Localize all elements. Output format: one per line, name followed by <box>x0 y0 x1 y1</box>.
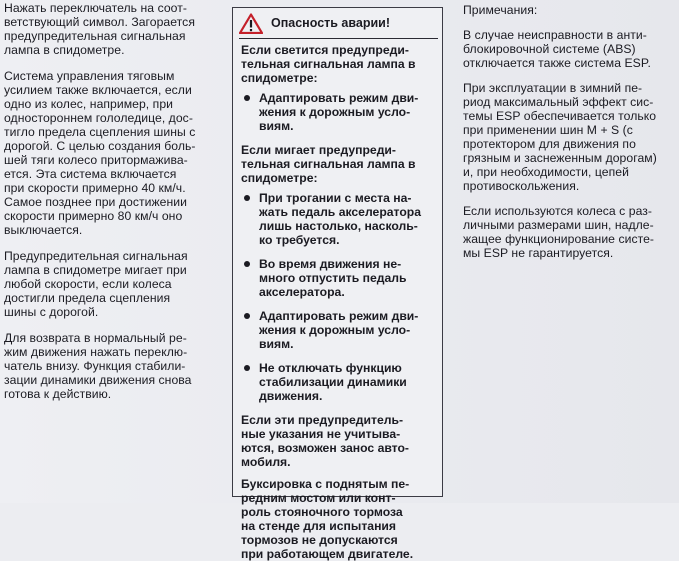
warning-box <box>232 7 443 561</box>
left-column <box>4 1 216 413</box>
right-column <box>463 3 677 271</box>
bullet-item: Во время движения не- много отпустить педаль акселератора. <box>241 257 434 299</box>
paragraph: Система управления тяговым усилием также включается, если одно из колес, например, при одностороннем гололедице, дос- тигло предела сцепления шины с дорогой. С целью создания боль- шей тяги колесо притормажива- ется. Эта система включается при скорости примерно 40 км/ч. Самое позднее при достижении скорости примерно 80 км/ч оно выключается. <box>4 69 196 237</box>
bullet-list <box>241 91 434 133</box>
bullet-item: При трогании с места на- жать педаль акселератора лишь настолько, насколь- ко требуется. <box>241 191 434 247</box>
paragraph: Если используются колеса с раз- личными размерами шин, надле- жащее функционирование систе- мы ESP не гарантируется. <box>463 204 655 260</box>
warning-header <box>239 8 438 39</box>
section-heading: Если светится предупреди- тельная сигнальная лампа в спидометре: <box>241 43 416 85</box>
paragraph: Предупредительная сигнальная лампа в спидометре мигает при любой скорости, если колеса достигли предела сцепления шины с дорогой. <box>4 249 188 319</box>
section-heading: Если мигает предупреди- тельная сигнальная лампа в спидометре: <box>241 143 416 185</box>
paragraph: Нажать переключатель на соот- ветствующий символ. Загорается предупредительная сигнальная лампа в спидометре. <box>4 1 195 57</box>
paragraph: Для возврата в нормальный ре- жим движения нажать переклю- чатель внизу. Функция стабили- зации динамики движения снова готова к действию. <box>4 331 192 401</box>
notes-heading: Примечания: <box>463 3 538 17</box>
bullet-item: Адаптировать режим дви- жения к дорожным усло- виям. <box>241 309 434 351</box>
paragraph: В случае неисправности в анти- блокировочной системе (ABS) отключается также система ESP. <box>463 28 651 70</box>
warning-title: Опасность аварии! <box>271 16 391 30</box>
bullet-list <box>241 191 434 403</box>
warning-note: Если эти предупредитель- ные указания не учитыва- ются, возможен занос авто- мобиля. <box>241 413 409 469</box>
warning-triangle-icon <box>239 13 263 34</box>
warning-body <box>233 39 442 561</box>
warning-note: Буксировка с поднятым пе- редним мостом или конт- роль стояночного тормоза на стенде для испытания тормозов не допускаются при работающем двигателе. <box>241 477 414 561</box>
paragraph: При эксплуатации в зимний пе- риод максимальный эффект сис- темы ESP обеспечивается только при применении шин M + S (с протектором для движения по грязным и заснеженным дорогам) и, при необходимости, цепей противоскольжения. <box>463 81 657 193</box>
bullet-item: Не отключать функцию стабилизации динамики движения. <box>241 361 434 403</box>
bullet-item: Адаптировать режим дви- жения к дорожным усло- виям. <box>241 91 434 133</box>
